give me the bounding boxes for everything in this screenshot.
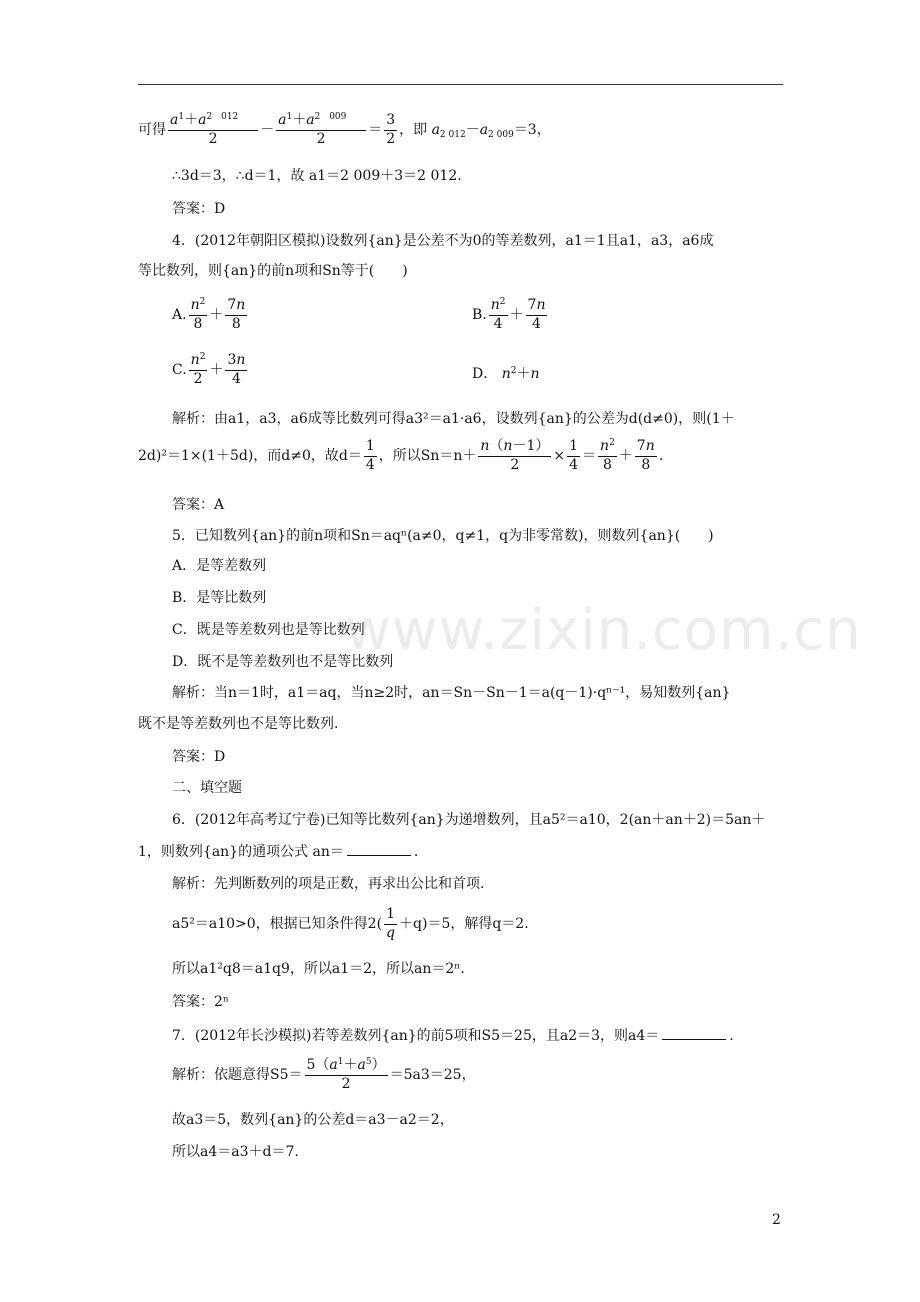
q3-answer: 答案：D (172, 201, 226, 217)
watermark: www.zixin.com.cn (345, 598, 862, 663)
q5-option-a: A．是等差数列 (172, 558, 267, 574)
q6-solution-line2: a5²＝a10>0，根据已知条件得2( $\frac{1}{q}$ ＋q)＝5，解得q＝2. (172, 906, 529, 941)
q4-solution-line2: 2d)²＝1×(1＋5d)，而d≠0，故d＝ $\frac{1}{4}$ ，所以Sn＝n＋ $\frac{n(n-1)}{2}$ × $\frac{1}{4}$ ＝ $\frac{n^2}{8}$ ＋ $\frac{7n}{8}$ . (138, 438, 664, 473)
q7-solution-1b: ＝5a3＝25， (389, 1067, 476, 1083)
q3-fraction-2: $\frac{a^1+a^2 ^{009}}{2}$ (276, 112, 366, 148)
q6-solution-line3: 所以a1²q8＝a1q9，所以a1＝2，所以an＝2ⁿ. (172, 961, 465, 977)
q3-tail-b: ＝3， (513, 122, 551, 138)
q6-stem-2b: . (413, 844, 419, 860)
q6-solution-2b: ＋q)＝5，解得q＝2. (399, 916, 529, 932)
q4-option-c: C. $\frac{n^2}{2}$ ＋ $\frac{3n}{4}$ (172, 352, 246, 387)
q3-derivation: 可得 $\frac{a^1+a^2 ^{012}}{2}$ － $\frac{a^1+a^2 ^{009}}{2}$ ＝ $\frac{3}{2}$ ，即 $a_{2 012}-a_{2 009}=3$， (138, 112, 551, 147)
q5-solution-line1: 解析：当n＝1时，a1＝aq，当n≥2时，an＝Sn－Sn－1＝a(q－1)·qⁿ⁻¹，易知数列{an} (172, 685, 731, 701)
q4-option-a-label: A. (172, 307, 187, 323)
q5-solution-line2: 既不是等差数列也不是等比数列. (138, 716, 339, 732)
q3-fraction-3: $\frac{3}{2}$ (386, 112, 396, 147)
q4-solution-2a: 2d)²＝1×(1＋5d)，而d≠0，故d＝ (138, 448, 362, 464)
q4-stem-line1: 4．(2012年朝阳区模拟)设数列{an}是公差不为0的等差数列，a1＝1且a1，a3，a6成 (172, 233, 714, 249)
q5-option-d: D．既不是等差数列也不是等比数列 (172, 654, 394, 670)
q4-answer: 答案：A (172, 497, 225, 513)
q7-solution-line3: 所以a4＝a3＋d＝7. (172, 1144, 299, 1160)
q7-solution-line2: 故a3＝5，数列{an}的公差d＝a3－a2＝2， (172, 1112, 454, 1128)
q4-option-d: D． $n^2+n$ (472, 366, 540, 382)
q6-solution-2a: a5²＝a10>0，根据已知条件得2( (172, 916, 383, 932)
q6-stem-line2 (138, 843, 418, 861)
q7-stem (172, 1027, 734, 1045)
q7-stem-b: . (729, 1028, 734, 1044)
q3-equals: ＝ (368, 122, 383, 138)
q5-answer: 答案：D (172, 749, 226, 765)
q6-answer: 答案：2ⁿ (172, 994, 229, 1010)
q4-solution-2b: ，所以Sn＝n＋ (378, 448, 477, 464)
q6-stem-2a: 1，则数列{an}的通项公式 an＝ (138, 844, 344, 860)
q6-solution-line1: 解析：先判断数列的项是正数，再求出公比和首项. (172, 876, 485, 892)
q7-answer-blank (662, 1027, 726, 1040)
q7-solution-1a: 解析：依题意得S5＝ (172, 1067, 303, 1083)
header-rule (138, 84, 783, 85)
q4-option-d-label: D． (472, 366, 498, 382)
q5-option-c: C．既是等差数列也是等比数列 (172, 622, 365, 638)
q4-option-b: B. $\frac{n^2}{4}$ ＋ $\frac{7n}{4}$ (472, 297, 546, 332)
q4-option-a: A. $\frac{n^2}{8}$ ＋ $\frac{7n}{8}$ (172, 297, 246, 332)
q7-solution-line1: 解析：依题意得S5＝ $\frac{5(a^1+a^5)}{2}$ ＝5a3＝25， (172, 1057, 476, 1092)
q4-option-b-label: B. (472, 307, 487, 323)
q4-stem-line2: 等比数列，则{an}的前n项和Sn等于( ) (138, 263, 408, 279)
q6-stem-line1: 6．(2012年高考辽宁卷)已知等比数列{an}为递增数列，且a5²＝a10，2(an＋an＋2)＝5an＋ (172, 812, 766, 828)
section-title-fill-in: 二、填空题 (172, 780, 242, 796)
page-number: 2 (772, 1212, 781, 1228)
q3-prefix: 可得 (138, 122, 166, 138)
q3-line2: ∴3d＝3，∴d＝1，故 a1＝2 009＋3＝2 012. (172, 168, 462, 184)
q4-option-c-label: C. (172, 362, 187, 378)
q3-minus: － (260, 122, 275, 138)
q5-option-b: B．是等比数列 (172, 590, 267, 606)
q3-tail-a: ，即 (399, 122, 432, 138)
q4-solution-line1: 解析：由a1，a3，a6成等比数列可得a3²＝a1·a6，设数列{an}的公差为d(d≠0)，则(1＋ (172, 411, 735, 427)
q5-stem: 5．已知数列{an}的前n项和Sn＝aqⁿ(a≠0，q≠1，q为非零常数)，则数列{an}( ) (172, 528, 714, 544)
q7-stem-a: 7．(2012年长沙模拟)若等差数列{an}的前5项和S5＝25，且a2＝3，则a4＝ (172, 1028, 660, 1044)
q6-answer-blank (347, 843, 411, 856)
q3-fraction-1: $\frac{a^1+a^2 ^{012}}{2}$ (168, 112, 258, 148)
